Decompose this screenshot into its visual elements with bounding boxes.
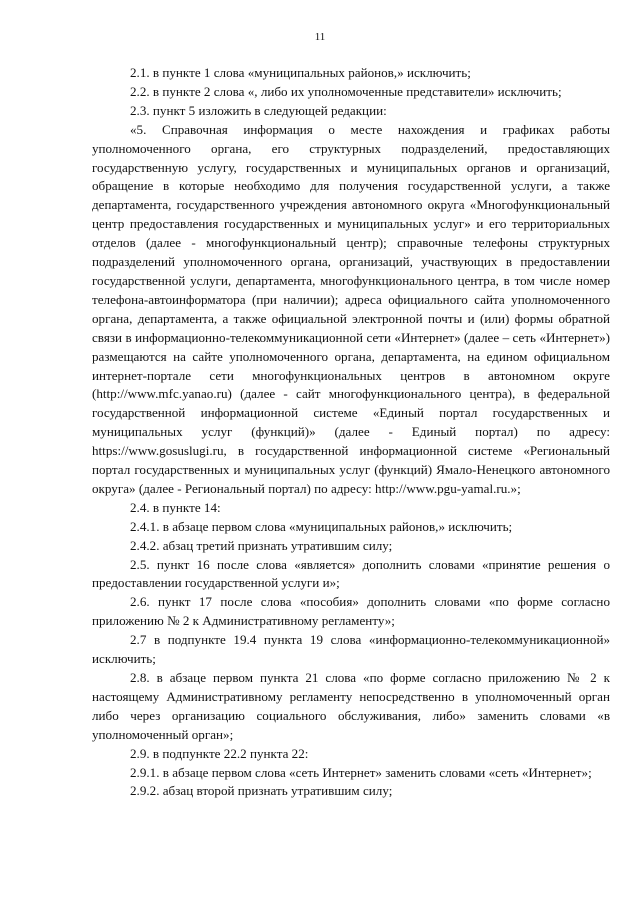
paragraph-2-1: 2.1. в пункте 1 слова «муниципальных районов,» исключить;: [130, 65, 471, 80]
paragraph-item-5-text: «5. Справочная информация о месте нахождения и графиках работы уполномоченного органа, его структурных подразделений, предоставляющих государственную услугу, государственных и муниципальных органов и организаций, обращение в которые необходимо для получения государственной услуги, а также департамента, государственного учреждения автономного округа «Многофункциональный центр предоставления государственных и муниципальных услуг» и его территориальных отделов (далее - многофункциональный центр); справочные телефоны структурных подразделений уполномоченного органа, организаций, участвующих в предоставлении государственной услуги, департамента, многофункционального центра, в том числе номер телефона-автоинформатора (при наличии); адреса официального сайта уполномоченного органа, департамента, а также официальной электронной почты и (или) формы обратной связи в информационно-телекоммуникационной сети «Интернет» (далее – сеть «Интернет») размещаются на сайте уполномоченного органа, департамента, на едином официальном интернет-портале сети многофункциональных центров в автономном округе (http://www.mfc.yanao.ru) (далее - сайт многофункционального центра), в федеральной государственной информационной системе «Единый портал государственных и муниципальных услуг (функций)» (далее - Единый портал) по адресу: https://www.gosuslugi.ru, в государственной информационной системе «Региональный портал государственных и муниципальных услуг (функций) Ямало-Ненецкого автономного округа» (далее - Региональный портал) по адресу: http://www.pgu-yamal.ru.»;: [92, 121, 610, 496]
document-body: [92, 64, 610, 801]
paragraph-2-4-2: 2.4.2. абзац третий признать утратившим силу;: [130, 537, 393, 553]
paragraph-2-8: 2.8. в абзаце первом пункта 21 слова «по форме согласно приложению № 2 к настоящему Административному регламенту непосредственно в уполномоченный орган либо через организацию социального обслуживания, либо» заменить словами «в уполномоченный орган»;: [92, 670, 610, 742]
paragraph-2-2: 2.2. в пункте 2 слова «, либо их уполномоченные представители» исключить;: [130, 83, 562, 99]
paragraph-2-4-1: 2.4.1. в абзаце первом слова «муниципальных районов,» исключить;: [130, 518, 513, 534]
paragraph-2-3: 2.3. пункт 5 изложить в следующей редакции:: [130, 102, 387, 118]
paragraph-2-9: 2.9. в подпункте 22.2 пункта 22:: [130, 745, 309, 761]
paragraph-2-9-2: 2.9.2. абзац второй признать утратившим силу;: [130, 783, 393, 799]
paragraph-2-7: 2.7 в подпункте 19.4 пункта 19 слова «информационно-телекоммуникационной» исключить;: [92, 632, 610, 667]
paragraph-2-4: 2.4. в пункте 14:: [130, 499, 221, 515]
paragraph-2-5: 2.5. пункт 16 после слова «является» дополнить словами «принятие решения о предоставлении государственной услуги и»;: [92, 556, 610, 591]
paragraph-2-6: 2.6. пункт 17 после слова «пособия» дополнить словами «по форме согласно приложению № 2 к Административному регламенту»;: [92, 594, 610, 629]
page-number: 11: [314, 31, 326, 43]
paragraph-2-9-1: 2.9.1. в абзаце первом слова «сеть Интернет» заменить словами «сеть «Интернет»;: [130, 764, 592, 780]
